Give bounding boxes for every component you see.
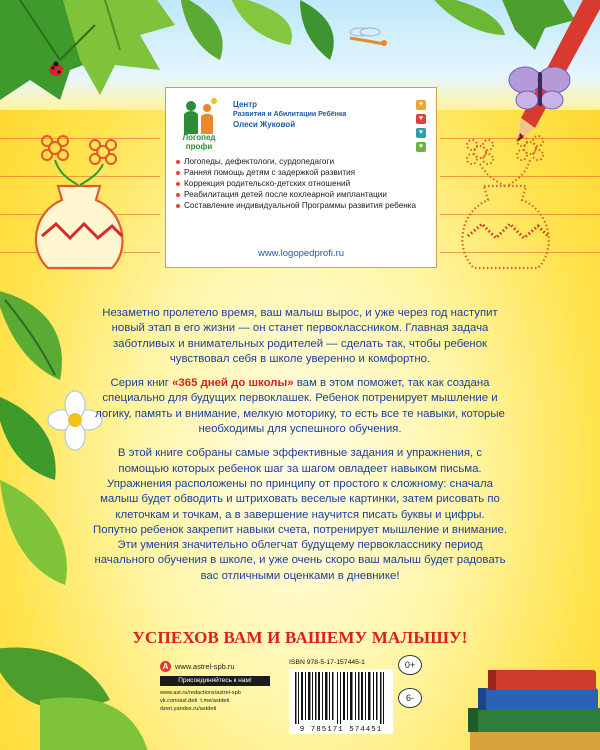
text-fragment: Серия книг bbox=[110, 377, 173, 390]
services-list bbox=[176, 156, 416, 211]
description-text bbox=[92, 306, 508, 593]
publisher-logo: A bbox=[160, 661, 171, 672]
isbn-text: ISBN 978-5-17-157445-1 bbox=[289, 659, 365, 666]
center-name-line1: Центр bbox=[233, 100, 258, 109]
center-name bbox=[233, 100, 346, 130]
butterfly-illustration bbox=[509, 67, 570, 109]
barcode-digits: 9 785171 574451 bbox=[299, 726, 383, 734]
list-item: Коррекция родительско-детских отношений bbox=[176, 178, 416, 189]
list-item: Реабилитация детей после кохлеарной имплантации bbox=[176, 189, 416, 200]
contact-icons bbox=[416, 100, 426, 156]
heart-icon: ♥ bbox=[416, 128, 426, 138]
logo-text: Логопед профи bbox=[182, 133, 216, 151]
center-website-link[interactable]: www.logopedprofi.ru bbox=[257, 248, 345, 259]
books-stack-illustration bbox=[468, 670, 600, 750]
list-item: Составление индивидуальной Программы развития ребенка bbox=[176, 200, 416, 211]
slogan: УСПЕХОВ ВАМ И ВАШЕМУ МАЛЫШУ! bbox=[132, 628, 468, 647]
leaves-bottom-illustration bbox=[0, 647, 150, 750]
dragonfly-illustration bbox=[350, 28, 387, 46]
age-rating-badge: 0+ bbox=[398, 655, 422, 675]
leaves-left-side-illustration bbox=[0, 290, 67, 585]
join-us-label: Присоединяйтесь к нам! bbox=[160, 676, 270, 686]
paragraph-intro: Незаметно пролетело время, ваш малыш вырос, и уже через год наступит новый этап в его жизни — он станет первоклассником. Главная задача заботливых и внимательных родителей — сделать так, чтобы ребенок чувствовал себя в школе уверенно и комфортно. bbox=[102, 307, 498, 365]
paragraph-contents: В этой книге собраны самые эффективные задания и упражнения, с помощью которых ребенок шаг за шагом овладеет навыком письма. Упражнения расположены по принципу от простого к сложному: сначала малыш будет обводить и штриховать веселые картинки, затем рисовать по клеточкам и точкам, а в завершение научится писать буквы и цифры. Попутно ребенок закрепит навыки счета, потренирует мышление и внимание. Эти умения значительно облегчат будущему первокласснику период начального обучения в школе, и уже очень скоро ваш малыш будет радовать вас отличными оценками в дневнике! bbox=[93, 447, 507, 582]
vk-link[interactable]: vk.com/ast.deti bbox=[160, 698, 198, 704]
heart-icon: ♥ bbox=[416, 100, 426, 110]
partner-info-card bbox=[165, 87, 437, 268]
barcode-image bbox=[289, 669, 393, 734]
vase-dotted-right-illustration bbox=[462, 186, 548, 268]
leaves-top-right-illustration bbox=[430, 0, 575, 50]
flower-outline-left-illustration bbox=[42, 136, 116, 185]
heart-icon: ♥ bbox=[416, 142, 426, 152]
center-name-line3: Олеси Жуковой bbox=[233, 120, 296, 129]
age-rating-badge: 6- bbox=[398, 688, 422, 708]
social-link bbox=[160, 697, 229, 705]
center-name-line2: Развития и Абилитации Ребёнка bbox=[233, 111, 347, 118]
list-item: Ранняя помощь детям с задержкой развития bbox=[176, 167, 416, 178]
social-link[interactable]: dzen.yandex.ru/astdeti bbox=[160, 706, 217, 712]
telegram-link[interactable]: t.me/astdeti bbox=[200, 698, 230, 704]
flower-dotted-right-illustration bbox=[467, 136, 543, 186]
heart-icon: ♥ bbox=[416, 114, 426, 124]
text-fragment: вам в этом поможет, так как создана специально для будущих первоклашек. Ребенок потренирует мышление и логику, память и внимание, мелкую моторику, то есть все те навыки, которые необходимы для успешного обучения. bbox=[95, 377, 505, 436]
paragraph-series bbox=[92, 376, 508, 437]
maple-leaves-top-left-illustration bbox=[0, 0, 175, 100]
social-link[interactable]: www.ast.ru/redactions/astrel-spb bbox=[160, 690, 241, 696]
publisher-website-link[interactable]: www.astrel-spb.ru bbox=[175, 662, 235, 671]
leaves-top-center-illustration bbox=[180, 0, 334, 60]
series-title: «365 дней до школы» bbox=[172, 377, 294, 390]
list-item: Логопеды, дефектологи, сурдопедагоги bbox=[176, 156, 416, 167]
vase-outline-left-illustration bbox=[36, 186, 123, 268]
